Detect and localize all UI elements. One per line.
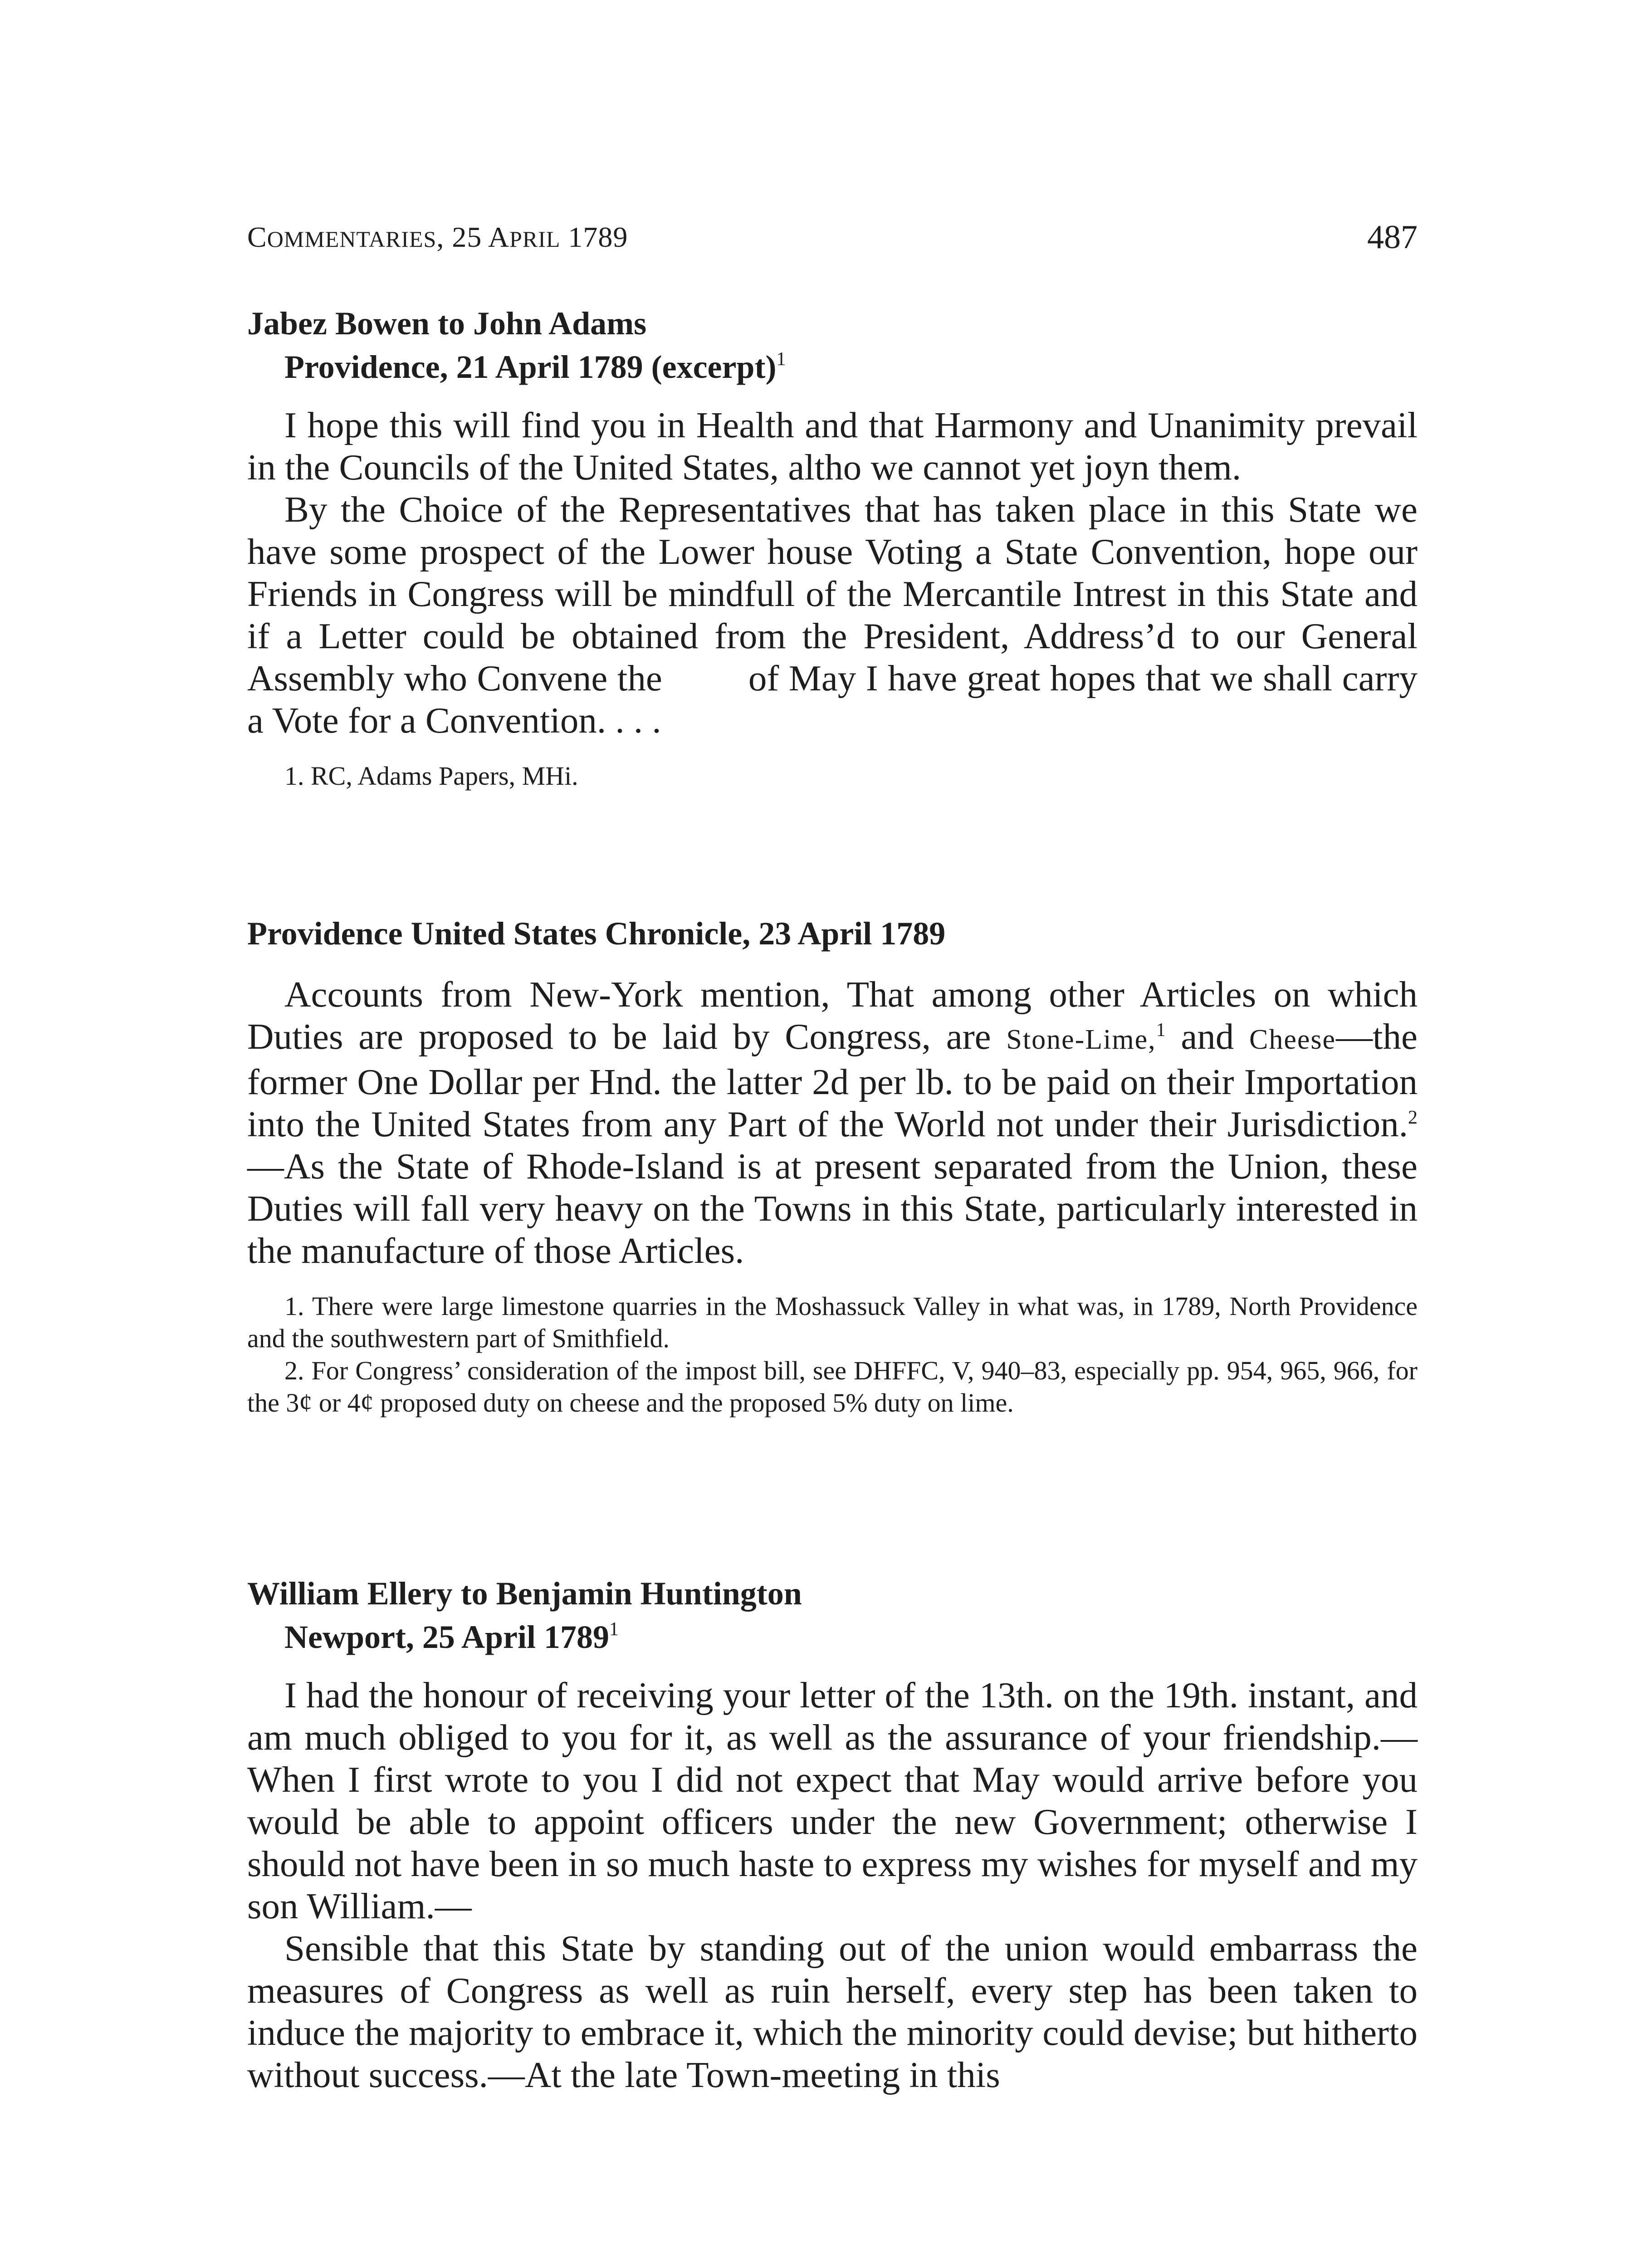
- letter-ellery-heading-date: Newport, 25 April 1789: [284, 1619, 609, 1655]
- letter-bowen-heading: [247, 302, 1418, 389]
- running-head-initial: A: [488, 221, 510, 253]
- footnote: 1. There were large limestone quarries in the Moshassuck Valley in what was, in 1789, North Providence and the southwestern part of Smithfield.: [247, 1291, 1418, 1353]
- chronicle-section: [247, 912, 1418, 1419]
- letter-ellery-body: [247, 1674, 1418, 2096]
- running-head-word: PRIL: [509, 226, 561, 252]
- letter-bowen-heading-name: Jabez Bowen to John Adams: [247, 305, 647, 342]
- footnote-ref: 1: [776, 349, 786, 370]
- running-head-word: OMMENTARIES: [267, 226, 437, 252]
- running-head-title: [247, 217, 628, 259]
- running-head-date: , 25: [436, 221, 488, 253]
- chronicle-text: and: [1165, 1016, 1249, 1057]
- footnote-ref: 2: [1408, 1107, 1418, 1128]
- letter-bowen-para-1: I hope this will find you in Health and that Harmony and Unanimity prevail in the Councils of the United States, altho we cannot yet joyn them.: [247, 405, 1418, 488]
- chronicle-text: Accounts from New-York mention, That among other Articles on which Duties are proposed to be laid by Congress, are: [247, 974, 1418, 1057]
- letter-ellery-section: [247, 1572, 1418, 2096]
- letter-ellery-heading-place: [247, 1615, 1418, 1659]
- chronicle-text: —the former One Dollar per Hnd. the latter 2d per lb. to be paid on their Importation into the United States from any Part of the World not under their Jurisdiction.: [247, 1016, 1418, 1144]
- footnote: 2. For Congress’ consideration of the impost bill, see DHFFC, V, 940–83, especially pp. 954, 965, 966, for the 3¢ or 4¢ proposed duty on cheese and the proposed 5% duty on lime.: [247, 1356, 1418, 1418]
- letter-ellery-para-1: I had the honour of receiving your letter of the 13th. on the 19th. instant, and am much obliged to you for it, as well as the assurance of your friendship.—When I first wrote to you I did not expect that May would arrive before you would be able to appoint officers under the new Government; otherwise I should not have been in so much haste to express my wishes for myself and my son William.—: [247, 1675, 1418, 1926]
- letter-ellery-heading-name: William Ellery to Benjamin Huntington: [247, 1575, 802, 1612]
- running-head: [247, 217, 1418, 258]
- chronicle-small-caps: Stone-Lime,: [1006, 1024, 1156, 1055]
- footnote-ref: 1: [1156, 1020, 1166, 1041]
- footnote: 1. RC, Adams Papers, MHi.: [284, 761, 578, 791]
- chronicle-text: —As the State of Rhode-Island is at present separated from the Union, these Duties will fall very heavy on the Towns in this State, particularly interested in the manufacture of those Articles.: [247, 1146, 1418, 1271]
- letter-bowen-notes: [247, 760, 1418, 792]
- running-head-year: 1789: [560, 221, 628, 253]
- letter-bowen-section: [247, 302, 1418, 792]
- page-number: 487: [1367, 219, 1418, 256]
- letter-bowen-para-2-text: of May I have great hopes that we shall carry a Vote for a Convention. . . .: [247, 658, 1418, 741]
- letter-bowen-heading-place: [247, 345, 1418, 389]
- chronicle-small-caps: Cheese: [1249, 1024, 1336, 1055]
- chronicle-heading: Providence United States Chronicle, 23 April 1789: [247, 915, 946, 952]
- footnote-ref: 1: [609, 1619, 619, 1640]
- chronicle-body: [247, 973, 1418, 1272]
- letter-bowen-body: [247, 404, 1418, 742]
- running-head-initial: C: [247, 221, 267, 253]
- chronicle-para: [247, 973, 1418, 1272]
- letter-bowen-para-2-text: By the Choice of the Representatives that has taken place in this State we have some prospect of the Lower house Voting a State Convention, hope our Friends in Congress will be mindfull of the Mercantile Intrest in this State and if a Letter could be obtained from the President, Address’d to our General Assembly who Convene the: [247, 489, 1418, 699]
- letter-ellery-heading: [247, 1572, 1418, 1659]
- chronicle-notes: [247, 1290, 1418, 1419]
- letter-bowen-para-2: [247, 489, 1418, 742]
- letter-bowen-heading-date: Providence, 21 April 1789 (excerpt): [284, 349, 777, 385]
- letter-ellery-para-2: Sensible that this State by standing out of the union would embarrass the measures of Congress as well as ruin herself, every step has been taken to induce the majority to embrace it, which the minority could devise; but hitherto without success.—At the late Town-meeting in this: [247, 1928, 1418, 2095]
